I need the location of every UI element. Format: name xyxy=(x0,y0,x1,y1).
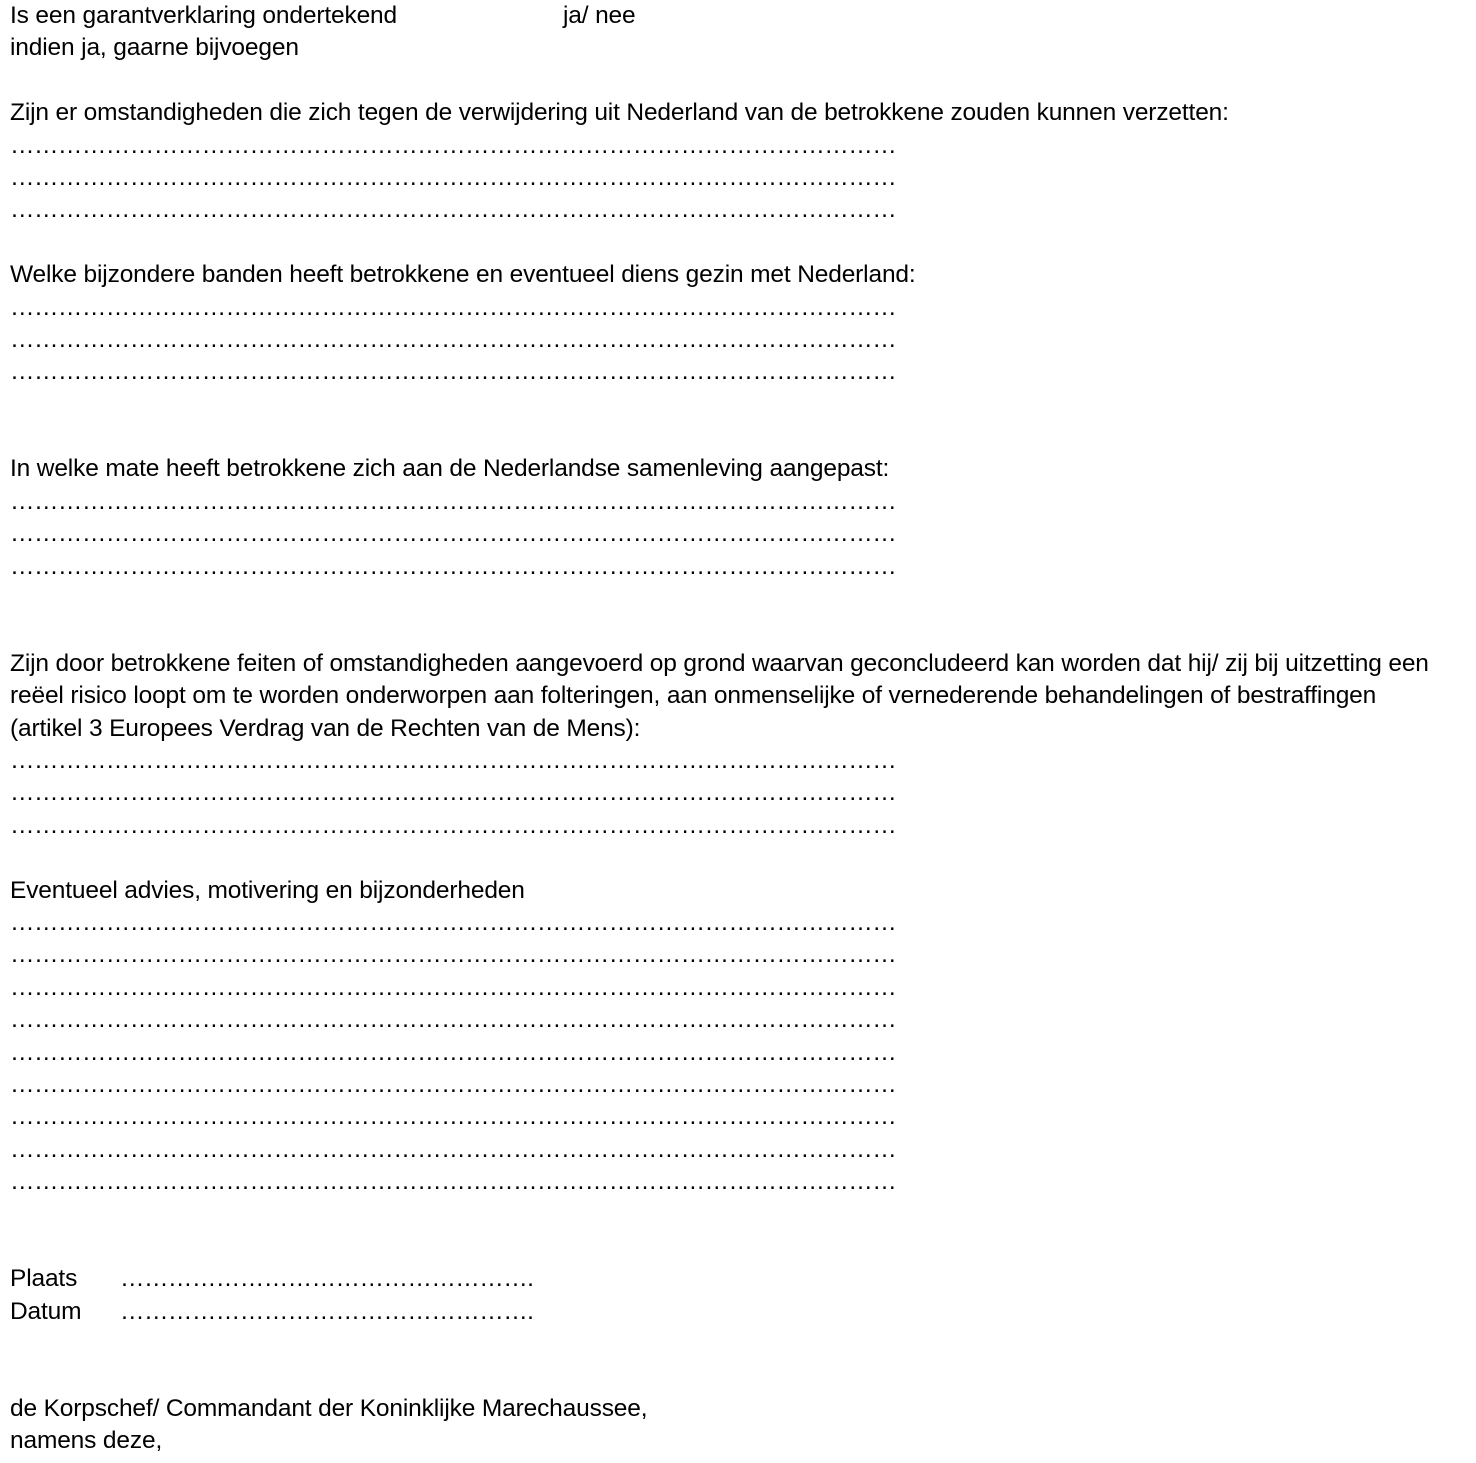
guarantee-row xyxy=(10,0,1450,32)
place-field[interactable]: ……………………………………………. xyxy=(120,1265,534,1293)
answer-line[interactable]: ………………………………………………………………………………………………… xyxy=(10,163,897,191)
on-behalf: namens deze, xyxy=(10,1427,163,1455)
answer-line[interactable]: ………………………………………………………………………………………………… xyxy=(10,747,897,775)
answer-line[interactable]: ………………………………………………………………………………………………… xyxy=(10,487,897,515)
answer-line[interactable]: ………………………………………………………………………………………………… xyxy=(10,1070,897,1098)
answer-line[interactable]: ………………………………………………………………………………………………… xyxy=(10,131,897,159)
answer-line[interactable]: ………………………………………………………………………………………………… xyxy=(10,196,897,224)
place-row xyxy=(10,1263,1450,1295)
guarantee-question: Is een garantverklaring ondertekend xyxy=(10,2,398,29)
answer-line[interactable]: ………………………………………………………………………………………………… xyxy=(10,1168,897,1196)
answer-line[interactable]: ………………………………………………………………………………………………… xyxy=(10,811,897,839)
answer-line[interactable]: ………………………………………………………………………………………………… xyxy=(10,1103,897,1131)
answer-line[interactable]: ………………………………………………………………………………………………… xyxy=(10,358,897,386)
question-objections: Zijn er omstandigheden die zich tegen de verwijdering uit Nederland van de betrokkene zouden kunnen verzetten: xyxy=(10,99,1229,127)
answer-line[interactable]: ………………………………………………………………………………………………… xyxy=(10,520,897,548)
form-page xyxy=(10,0,1450,1458)
answer-line[interactable]: ………………………………………………………………………………………………… xyxy=(10,779,897,807)
answer-line[interactable]: ………………………………………………………………………………………………… xyxy=(10,293,897,321)
yes-no-choice[interactable]: ja/ nee xyxy=(563,2,636,29)
answer-line[interactable]: ………………………………………………………………………………………………… xyxy=(10,941,897,969)
answer-line[interactable]: ………………………………………………………………………………………………… xyxy=(10,1135,897,1163)
date-row xyxy=(10,1296,1450,1328)
date-field[interactable]: ……………………………………………. xyxy=(120,1297,534,1325)
guarantee-note: indien ja, gaarne bijvoegen xyxy=(10,34,299,62)
answer-line[interactable]: ………………………………………………………………………………………………… xyxy=(10,1038,897,1066)
answer-line[interactable]: ………………………………………………………………………………………………… xyxy=(10,552,897,580)
question-integration: In welke mate heeft betrokkene zich aan de Nederlandse samenleving aangepast: xyxy=(10,455,890,483)
question-ties: Welke bijzondere banden heeft betrokkene en eventueel diens gezin met Nederland: xyxy=(10,261,916,289)
question-article-3: Zijn door betrokkene feiten of omstandigheden aangevoerd op grond waarvan geconcludeerd kan worden dat hij/ zij bij uitzetting een reëel risico loopt om te worden onderworpen aan folteringen, aan onmenselijke of vernederende behandelingen of bestraffingen (artikel 3 Europees Verdrag van de Rechten van de Mens): xyxy=(10,649,1429,742)
answer-line[interactable]: ………………………………………………………………………………………………… xyxy=(10,325,897,353)
answer-line[interactable]: ………………………………………………………………………………………………… xyxy=(10,908,897,936)
place-label: Plaats xyxy=(10,1265,78,1293)
question-advice: Eventueel advies, motivering en bijzonderheden xyxy=(10,876,525,904)
date-label: Datum xyxy=(10,1297,82,1325)
signatory: de Korpschef/ Commandant der Koninklijke Marechaussee, xyxy=(10,1394,648,1422)
answer-line[interactable]: ………………………………………………………………………………………………… xyxy=(10,973,897,1001)
answer-line[interactable]: ………………………………………………………………………………………………… xyxy=(10,1006,897,1034)
